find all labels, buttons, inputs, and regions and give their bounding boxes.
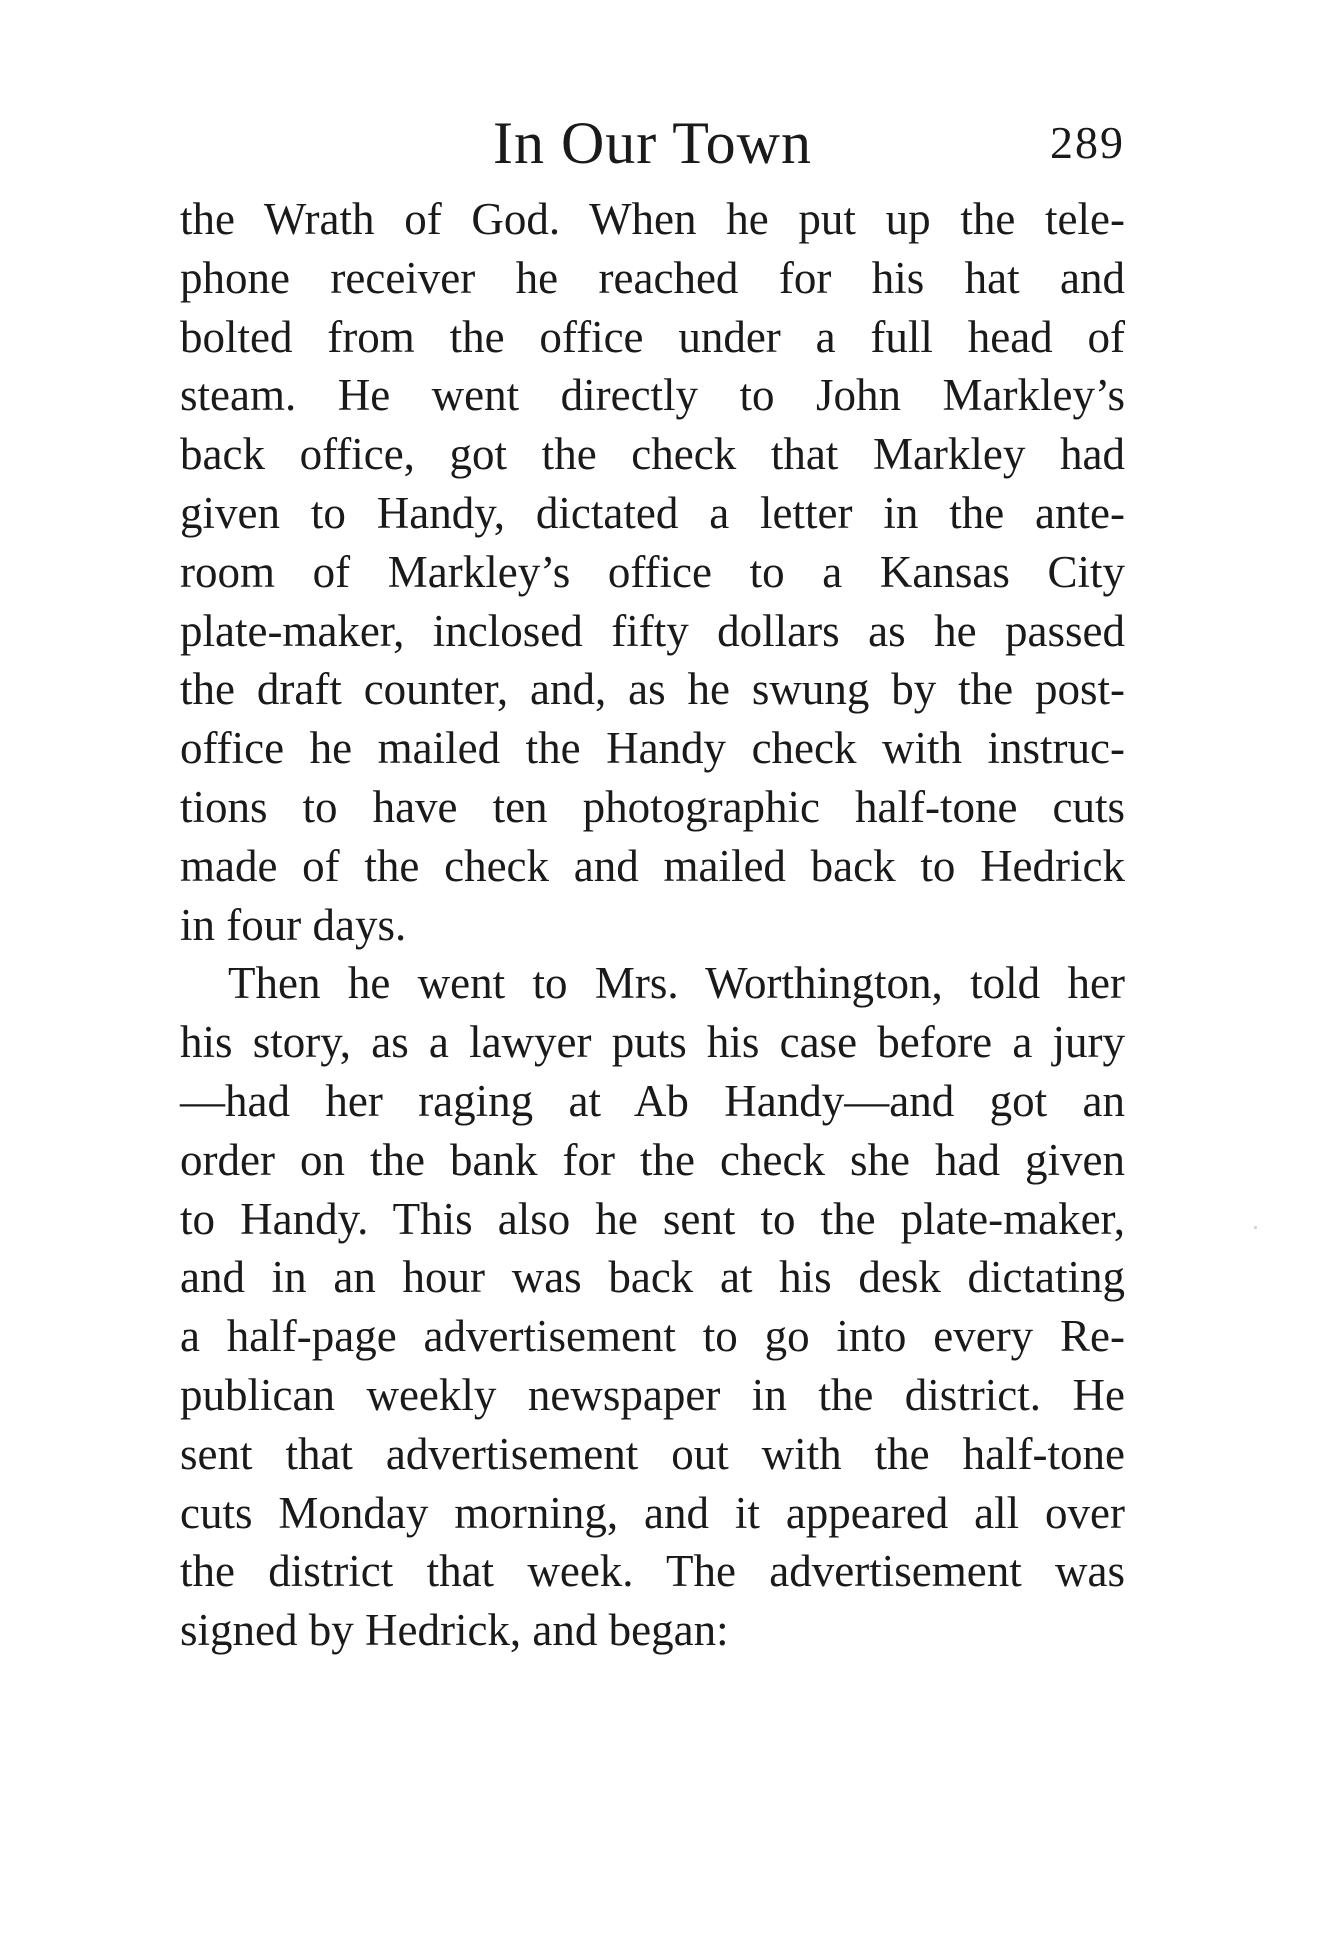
text-line: to Handy. This also he sent to the plate-maker, [180,1193,1125,1244]
text-line: a half-page advertisement to go into every Re- [180,1311,1125,1362]
text-line: the district that week. The advertisement was [180,1546,1125,1597]
text-line: signed by Hedrick, and began: [180,1605,729,1656]
text-line: office he mailed the Handy check with instruc- [180,723,1125,774]
text-line: in four days. [180,899,407,950]
text-line: the Wrath of God. When he put up the tele- [180,194,1125,244]
text-line: phone receiver he reached for his hat and [180,252,1125,303]
page-number: 289 [1050,117,1125,168]
text-line: the draft counter, and, as he swung by the post- [180,664,1125,715]
text-line: cuts Monday morning, and it appeared all over [180,1487,1125,1538]
paragraph-1 [180,190,1125,954]
text-line: Then he went to Mrs. Worthington, told her [228,958,1125,1009]
text-line: back office, got the check that Markley had [180,429,1125,480]
text-line: steam. He went directly to John Markley’s [180,370,1125,421]
text-line: publican weekly newspaper in the district. He [180,1369,1125,1420]
text-line: order on the bank for the check she had given [180,1134,1125,1185]
body-text [180,190,1125,1660]
running-head: In Our Town [493,110,812,176]
text-line: his story, as a lawyer puts his case before a jury [180,1017,1125,1068]
margin-speck [1254,1226,1257,1229]
text-line: and in an hour was back at his desk dictating [180,1252,1125,1303]
text-line: room of Markley’s office to a Kansas City [180,546,1125,597]
text-line: tions to have ten photographic half-tone cuts [180,781,1125,832]
text-line: —had her raging at Ab Handy—and got an [180,1075,1125,1126]
page-header [180,108,1125,178]
text-line: made of the check and mailed back to Hedrick [180,840,1125,891]
text-line: bolted from the office under a full head of [180,311,1125,362]
text-line: given to Handy, dictated a letter in the ante- [180,487,1125,538]
text-line: sent that advertisement out with the half-tone [180,1428,1125,1479]
paragraph-2 [180,954,1125,1660]
text-line: plate-maker, inclosed fifty dollars as he passed [180,605,1125,656]
